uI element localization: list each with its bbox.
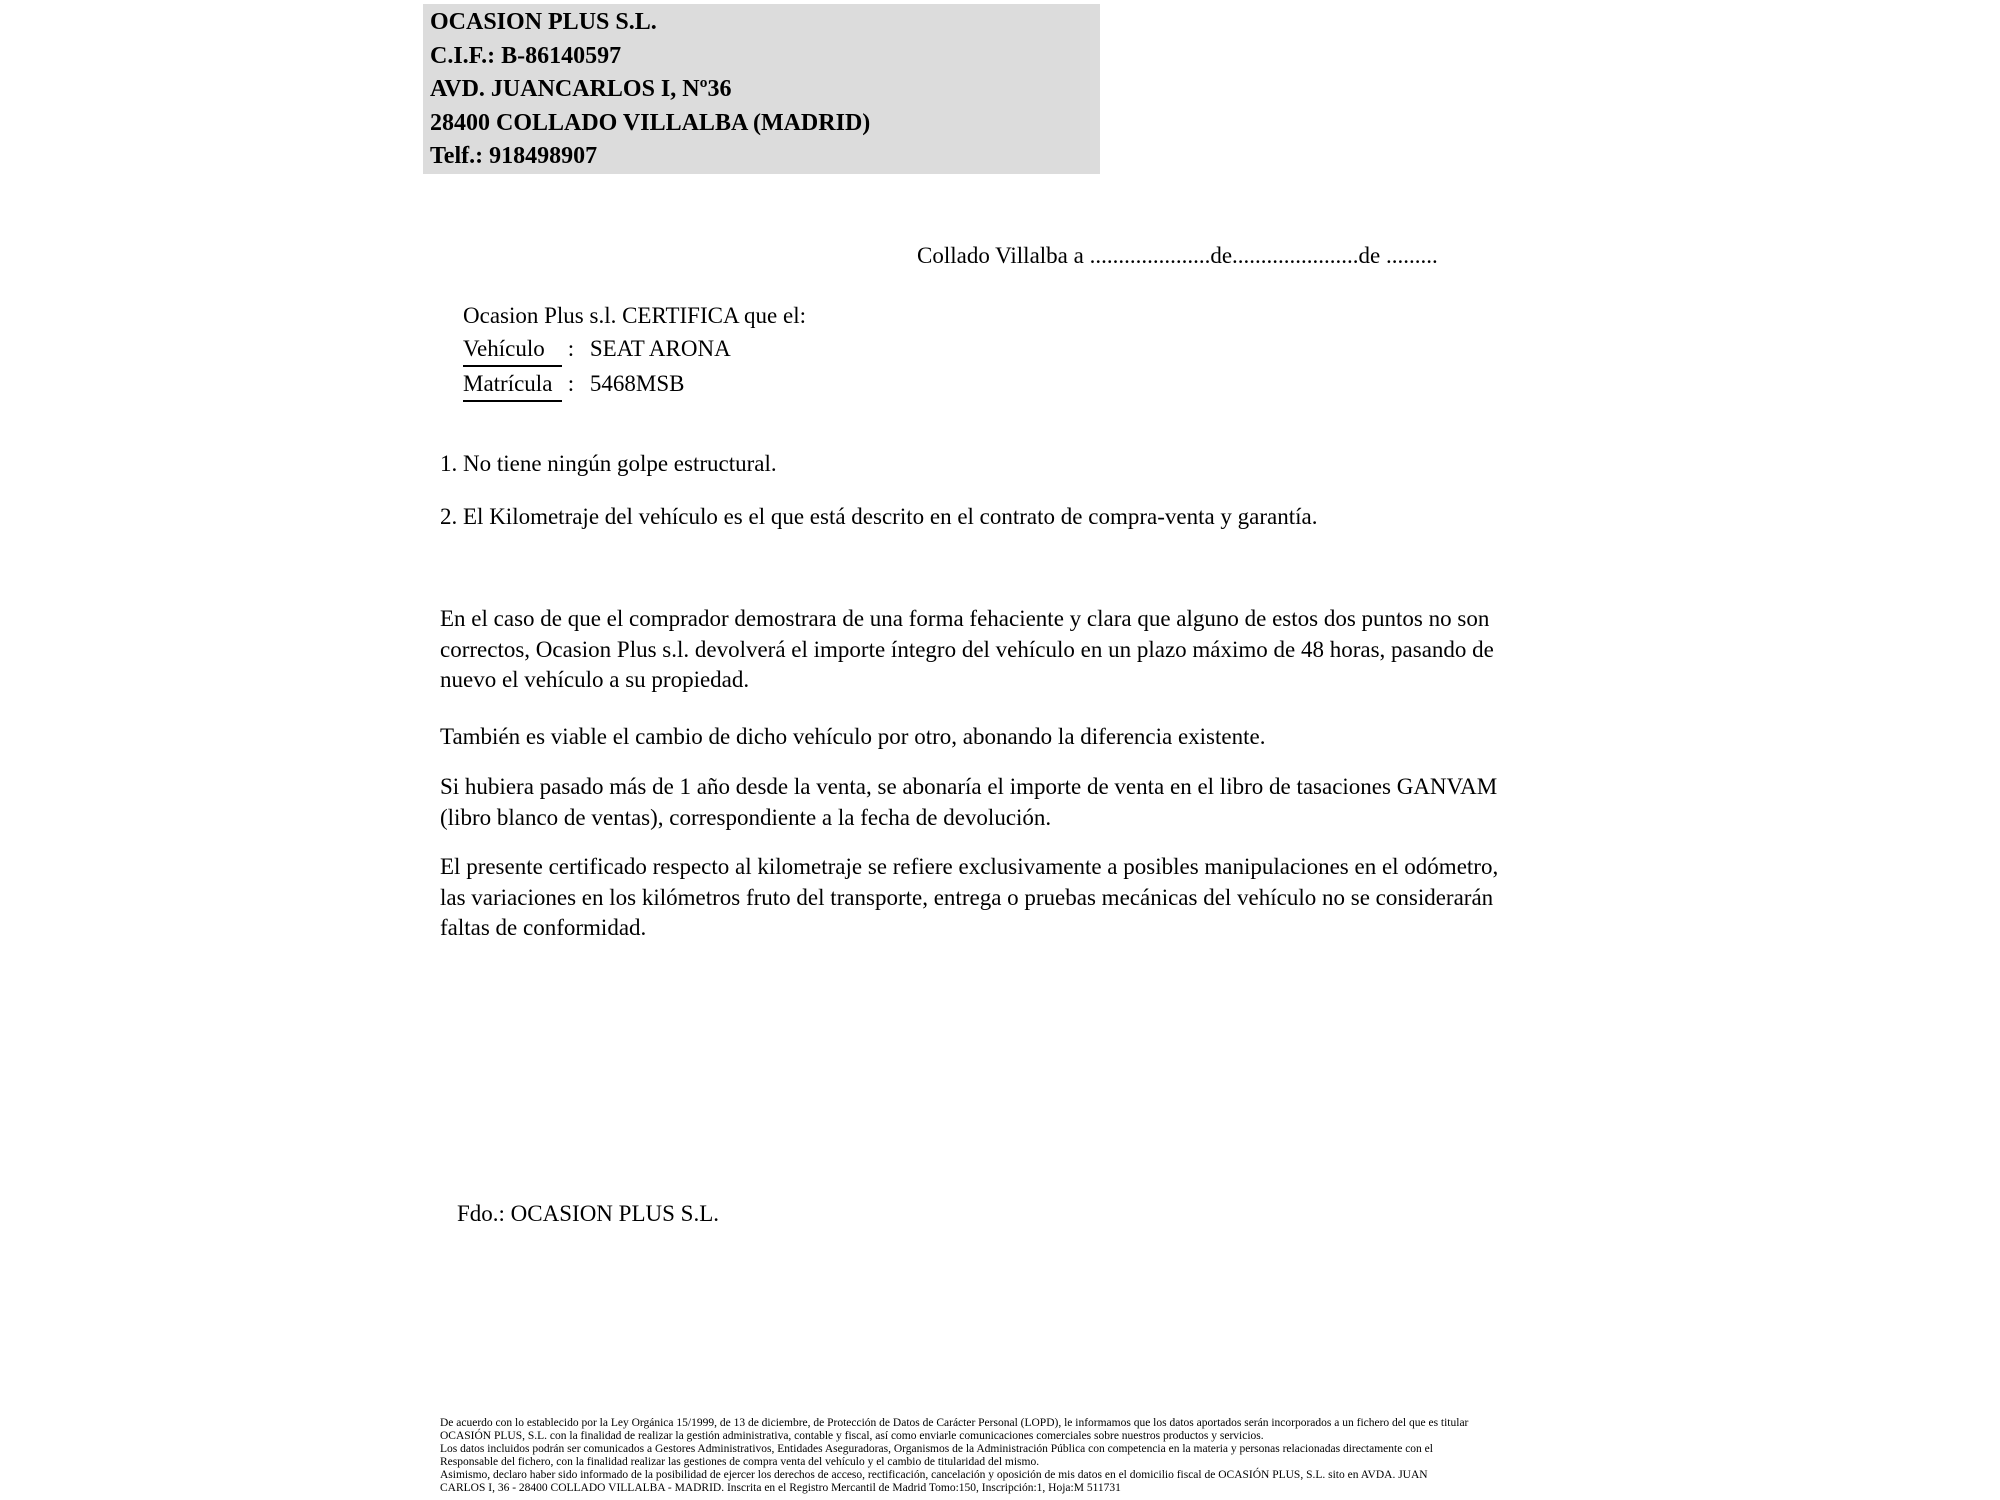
certifica-intro: Ocasion Plus s.l. CERTIFICA que el: (463, 303, 806, 328)
legal-line-4: Responsable del fichero, con la finalidad realizar las gestiones de compra venta del vehículo y el cambio de titularidad del mismo. (440, 1455, 1040, 1468)
plate-label: Matrícula (463, 367, 562, 402)
certification-block (463, 299, 806, 402)
vehicle-label: Vehículo (463, 332, 562, 367)
paragraph-odometer: El presente certificado respecto al kilometraje se refiere exclusivamente a posibles manipulaciones en el odómetro, las variaciones en los kilómetros fruto del transporte, entrega o pruebas mecánicas del vehículo no se considerarán faltas de conformidad. (440, 854, 1499, 940)
paragraph-exchange: También es viable el cambio de dicho vehículo por otro, abonando la diferencia existente. (440, 724, 1266, 749)
company-address: AVD. JUANCARLOS I, Nº36 (430, 76, 732, 102)
company-header-box (423, 4, 1100, 174)
legal-line-2: OCASIÓN PLUS, S.L. con la finalidad de realizar la gestión administrativa, contable y fiscal, así como enviarle comunicaciones comerciales sobre nuestros productos y servicios. (440, 1429, 1264, 1442)
company-name: OCASION PLUS S.L. (430, 9, 657, 35)
date-fill-in-line: Collado Villalba a .....................de......................de ......... (917, 243, 1438, 268)
company-city: 28400 COLLADO VILLALBA (MADRID) (430, 109, 871, 136)
legal-footer (440, 1417, 1468, 1494)
clause-structural: 1. No tiene ningún golpe estructural. (440, 451, 777, 476)
legal-line-6: CARLOS I, 36 - 28400 COLLADO VILLALBA - MADRID. Inscrita en el Registro Mercantil de Madrid Tomo:150, Inscripción:1, Hoja:M 511731 (440, 1481, 1121, 1494)
vehicle-row (463, 332, 806, 367)
company-phone: Telf.: 918498907 (430, 143, 598, 169)
paragraph-ganvam: Si hubiera pasado más de 1 año desde la venta, se abonaría el importe de venta en el libro de tasaciones GANVAM (libro blanco de ventas), correspondiente a la fecha de devolución. (440, 774, 1498, 830)
signature-line: Fdo.: OCASION PLUS S.L. (457, 1201, 719, 1226)
vehicle-separator: : (567, 336, 575, 361)
plate-row (463, 367, 806, 402)
legal-line-5: Asimismo, declaro haber sido informado de la posibilidad de ejercer los derechos de acceso, rectificación, cancelación y oposición de mis datos en el domicilio fiscal de OCASIÓN PLUS, S.L. sito en AVDA. JUAN (440, 1468, 1428, 1481)
legal-line-3: Los datos incluidos podrán ser comunicados a Gestores Administrativos, Entidades Aseguradoras, Organismos de la Administración Pública con competencia en la materia y personas relacionadas directamente con el (440, 1442, 1433, 1455)
vehicle-value: SEAT ARONA (589, 336, 731, 361)
plate-separator: : (567, 371, 575, 396)
plate-value: 5468MSB (589, 371, 685, 396)
company-cif: C.I.F.: B-86140597 (430, 42, 622, 69)
legal-line-1: De acuerdo con lo establecido por la Ley Orgánica 15/1999, de 13 de diciembre, de Protección de Datos de Carácter Personal (LOPD), le informamos que los datos aportados serán incorporados a un fichero del que es titular (440, 1417, 1469, 1429)
clause-mileage: 2. El Kilometraje del vehículo es el que está descrito en el contrato de compra-venta y garantía. (440, 504, 1318, 529)
paragraph-refund: En el caso de que el comprador demostrara de una forma fehaciente y clara que alguno de estos dos puntos no son correctos, Ocasion Plus s.l. devolverá el importe íntegro del vehículo en un plazo máximo de 48 horas, pasando de nuevo el vehículo a su propiedad. (440, 606, 1494, 692)
